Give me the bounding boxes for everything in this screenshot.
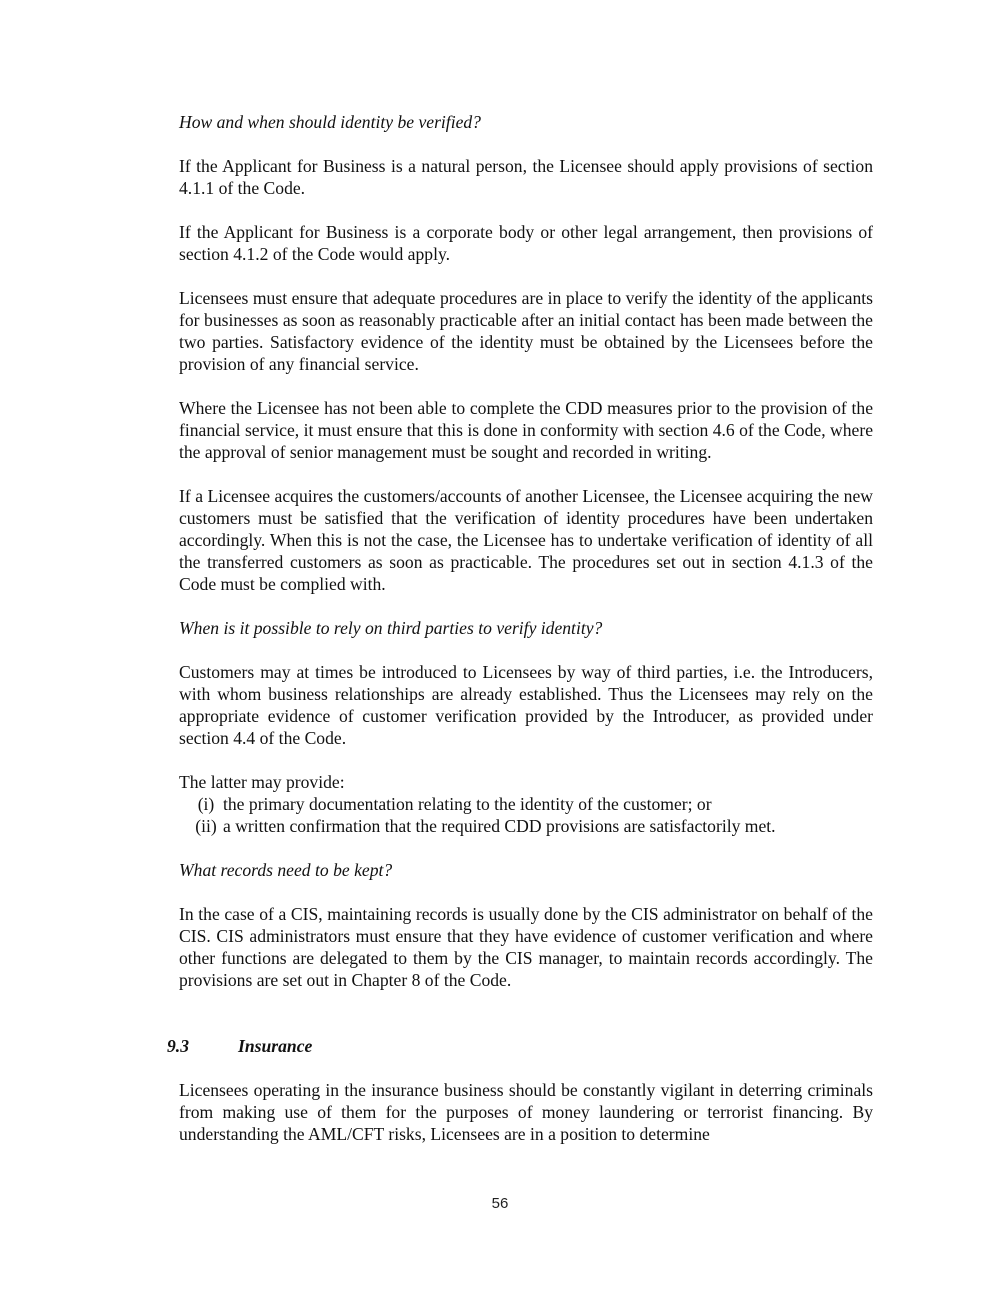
paragraph-adequate-procedures: Licensees must ensure that adequate procedures are in place to verify the identity of the applicants for businesses as soon as reasonably practicable after an initial contact has been made between the two parties. Satisfactory evidence of the identity must be obtained by the Licensees before the provision of any financial service. [179,288,873,374]
paragraph-introducers: Customers may at times be introduced to Licensees by way of third parties, i.e. the Introducers, with whom business relationships are already established. Thus the Licensees may rely on the appropriate evidence of customer verification provided by the Introducer, as provided under section 4.4 of the Code. [179,662,873,748]
question-third-parties: When is it possible to rely on third parties to verify identity? [179,618,603,638]
list-item [179,815,873,837]
list-item-text: a written confirmation that the required CDD provisions are satisfactorily met. [223,816,776,836]
paragraph-insurance: Licensees operating in the insurance business should be constantly vigilant in deterring criminals from making use of them for the purposes of money laundering or terrorist financing. By understanding the AML/CFT risks, Licensees are in a position to determine [179,1080,873,1144]
paragraph-cdd-measures: Where the Licensee has not been able to complete the CDD measures prior to the provision of the financial service, it must ensure that this is done in conformity with section 4.6 of the Code, where the approval of senior management must be sought and recorded in writing. [179,398,873,462]
paragraph-acquired-customers: If a Licensee acquires the customers/accounts of another Licensee, the Licensee acquiring the new customers must be satisfied that the verification of identity procedures have been undertaken accordingly. When this is not the case, the Licensee has to undertake verification of identity of all the transferred customers as soon as practicable. The procedures set out in section 4.1.3 of the Code must be complied with. [179,486,873,594]
page-number: 56 [491,1195,509,1212]
paragraph-corporate-body: If the Applicant for Business is a corporate body or other legal arrangement, then provisions of section 4.1.2 of the Code would apply. [179,222,873,264]
page-content [167,111,873,1167]
section-number: 9.3 [167,1036,189,1056]
paragraph-natural-person: If the Applicant for Business is a natural person, the Licensee should apply provisions of section 4.1.1 of the Code. [179,156,873,198]
question-identity-verification: How and when should identity be verified? [179,112,481,132]
list-item-number: (ii) [195,816,217,836]
paragraph-cis-records: In the case of a CIS, maintaining records is usually done by the CIS administrator on behalf of the CIS. CIS administrators must ensure that they have evidence of customer verification and where other functions are delegated to them by the CIS manager, to maintain records accordingly. The provisions are set out in Chapter 8 of the Code. [179,904,873,990]
list-item [179,793,873,815]
section-title: Insurance [238,1036,313,1056]
section-heading [167,1035,873,1057]
question-records: What records need to be kept? [179,860,393,880]
provision-list [179,793,873,837]
paragraph-latter-may-provide: The latter may provide: [179,772,345,792]
list-item-number: (i) [197,794,215,814]
list-item-text: the primary documentation relating to the identity of the customer; or [223,794,712,814]
